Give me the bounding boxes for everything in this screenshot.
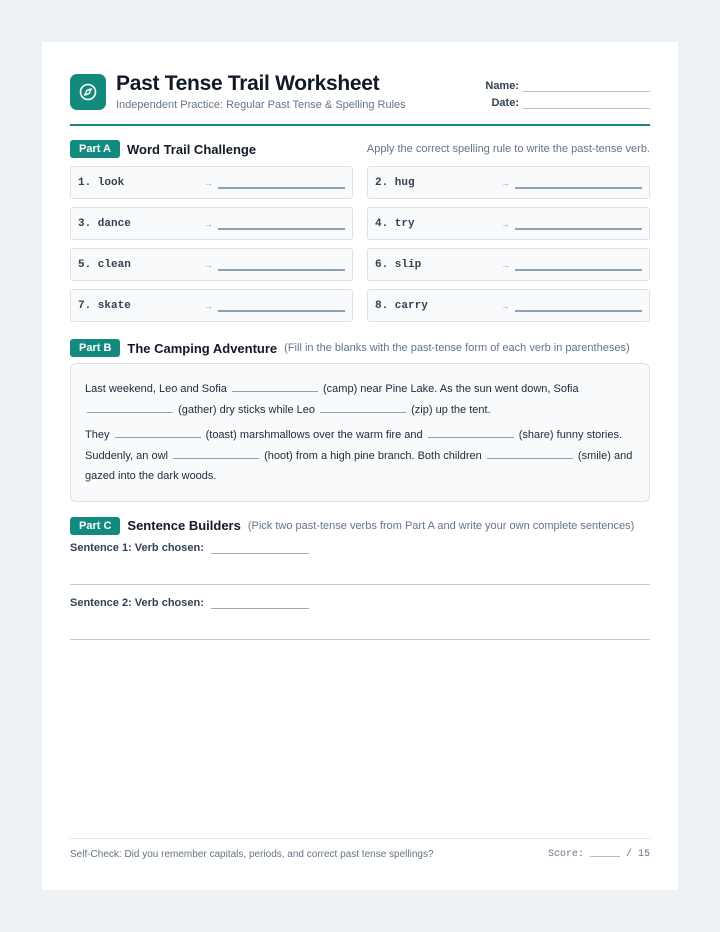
answer-field[interactable] [218,299,345,312]
word-item [367,207,650,240]
part-b-heading [70,339,650,357]
part-b-badge: Part B [70,339,120,357]
sentence-1-label: Sentence 1: Verb chosen: [70,541,204,554]
story-paragraph [85,379,635,420]
part-c-instruction: (Pick two past-tense verbs from Part A and write your own complete sentences) [247,519,635,532]
worksheet-header [70,72,650,114]
score-field: Score: _____ / 15 [547,849,650,860]
blank-field[interactable] [173,448,259,459]
blank-field[interactable] [428,427,514,438]
header-divider [70,124,650,126]
part-b-instruction: (Fill in the blanks with the past-tense form of each verb in parentheses) [284,342,630,354]
story-text: (toast) marshmallows over the warm fire and [205,429,423,441]
word-label: 4. try [375,217,415,230]
word-label: 2. hug [375,176,415,189]
arrow-icon: → [204,259,213,270]
word-label: 7. skate [78,299,131,312]
story-text: Last weekend, Leo and Sofia [85,383,227,395]
story-text: (smile) and gazed into the dark woods. [85,449,633,482]
word-label: 8. carry [375,299,428,312]
name-label: Name: [485,80,519,92]
word-label: 1. look [78,176,125,189]
word-item [367,166,650,199]
story-text: (share) funny stories. Suddenly, an owl [85,429,623,462]
arrow-icon: → [501,259,510,270]
compass-icon [70,74,106,110]
story-paragraph [85,425,635,487]
date-label: Date: [491,97,519,109]
word-item [70,289,353,322]
sentence-1-field[interactable] [70,584,650,585]
part-a-instruction: Apply the correct spelling rule to write the past-tense verb. [366,143,650,155]
sentence-1-row [70,540,650,554]
part-a-badge: Part A [70,140,120,158]
name-row [470,75,650,92]
arrow-icon: → [204,177,213,188]
blank-field[interactable] [87,402,173,413]
page-subtitle: Independent Practice: Regular Past Tense & Spelling Rules [116,99,406,111]
word-item [70,166,353,199]
name-field[interactable] [523,80,650,92]
story-text: They [85,429,110,441]
word-label: 6. slip [375,258,422,271]
word-label: 5. clean [78,258,131,271]
story-text: (zip) up the tent. [411,403,491,416]
blank-field[interactable] [115,427,201,438]
self-check-note: Self-Check: Did you remember capitals, periods, and correct past tense spellings? [70,849,434,860]
story-text: (gather) dry sticks while Leo [178,403,316,416]
sentence-2-field[interactable] [70,639,650,640]
footer [70,838,650,860]
page-title: Past Tense Trail Worksheet [116,72,380,95]
arrow-icon: → [501,177,510,188]
answer-field[interactable] [515,176,642,189]
part-c-badge: Part C [70,517,120,535]
word-item [367,248,650,281]
story-text: (hoot) from a high pine branch. Both children [264,449,482,462]
word-item [70,248,353,281]
student-info [470,72,650,109]
sentence-2-label: Sentence 2: Verb chosen: [70,596,204,609]
part-c-title: Sentence Builders [127,518,241,533]
word-item [367,289,650,322]
date-field[interactable] [523,97,650,109]
worksheet-page [42,42,678,890]
answer-field[interactable] [515,299,642,312]
verb-chosen-field[interactable] [211,600,309,609]
answer-field[interactable] [515,217,642,230]
word-item [70,207,353,240]
part-a-heading [70,140,650,158]
arrow-icon: → [501,300,510,311]
answer-field[interactable] [218,176,345,189]
arrow-icon: → [204,300,213,311]
part-b-title: The Camping Adventure [127,340,278,356]
part-c-heading [70,517,650,535]
answer-field[interactable] [515,258,642,271]
sentence-2-row [70,595,650,609]
story-passage [70,363,650,502]
blank-field[interactable] [232,381,318,392]
part-a-title: Word Trail Challenge [127,141,257,157]
blank-field[interactable] [320,402,406,413]
verb-chosen-field[interactable] [211,545,309,554]
word-label: 3. dance [78,217,131,230]
arrow-icon: → [501,218,510,229]
blank-field[interactable] [487,448,573,459]
arrow-icon: → [204,218,213,229]
date-row [470,92,650,109]
story-text: (camp) near Pine Lake. As the sun went down, Sofia [323,383,579,395]
answer-field[interactable] [218,258,345,271]
brand [70,72,406,112]
answer-field[interactable] [218,217,345,230]
word-trail-grid [70,166,650,322]
